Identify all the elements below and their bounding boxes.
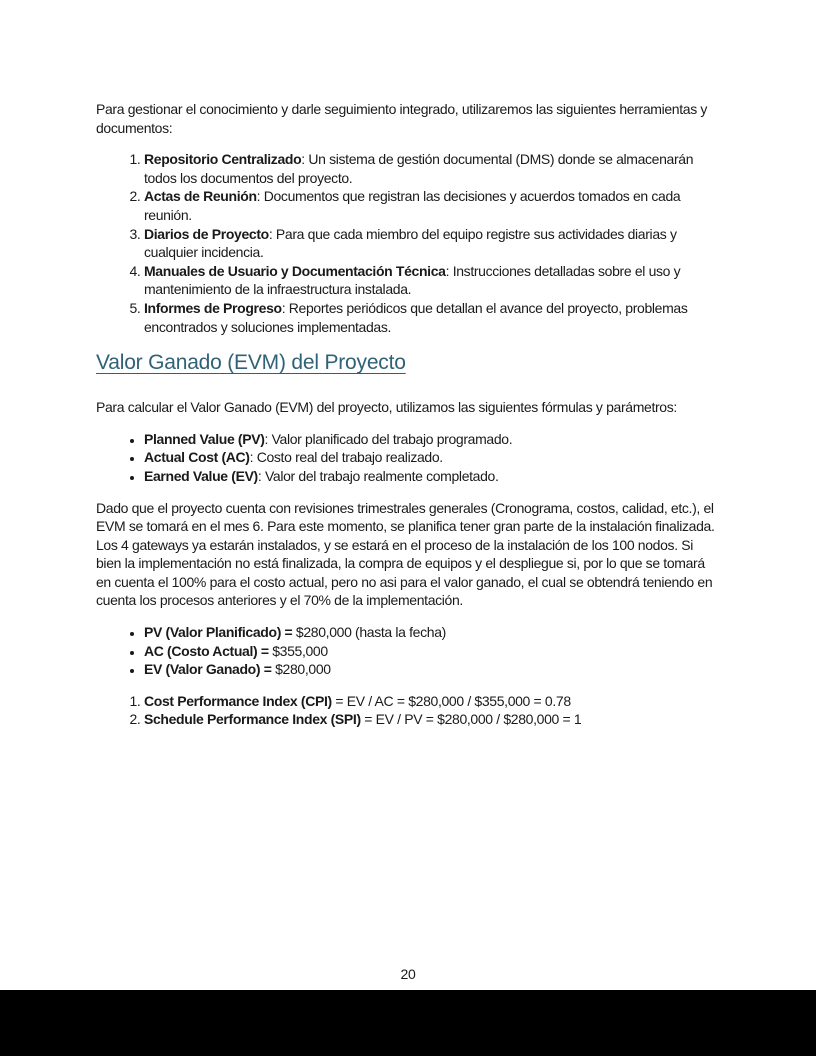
evm-values-list bbox=[96, 623, 720, 679]
list-item: 1. Cost Performance Index (CPI) = EV / AC = $280,000 / $355,000 = 0.78 bbox=[144, 692, 720, 711]
list-item: • PV (Valor Planificado) = $280,000 (hasta la fecha) bbox=[144, 623, 720, 642]
viewer-bottom-bar bbox=[0, 990, 816, 1056]
page-number: 20 bbox=[400, 966, 416, 982]
list-item: • Planned Value (PV): Valor planificado del trabajo programado. bbox=[144, 430, 720, 449]
list-item: 5. Informes de Progreso: Reportes periódicos que detallan el avance del proyecto, problemas encontrados y soluciones implementadas. bbox=[144, 299, 720, 336]
list-item: 3. Diarios de Proyecto: Para que cada miembro del equipo registre sus actividades diarias y cualquier incidencia. bbox=[144, 225, 720, 262]
section-heading-valor-ganado: Valor Ganado (EVM) del Proyecto bbox=[96, 351, 406, 375]
list-item: 2. Actas de Reunión: Documentos que registran las decisiones y acuerdos tomados en cada reunión. bbox=[144, 187, 720, 224]
list-item: 1. Repositorio Centralizado: Un sistema de gestión documental (DMS) donde se almacenarán todos los documentos del proyecto. bbox=[144, 150, 720, 187]
list-item: • Actual Cost (AC): Costo real del trabajo realizado. bbox=[144, 448, 720, 467]
tools-list bbox=[96, 150, 720, 336]
list-item: 2. Schedule Performance Index (SPI) = EV / PV = $280,000 / $280,000 = 1 bbox=[144, 710, 720, 729]
document-body bbox=[96, 100, 720, 742]
list-item: 4. Manuales de Usuario y Documentación Técnica: Instrucciones detalladas sobre el uso y mantenimiento de la infraestructura instalada. bbox=[144, 262, 720, 299]
evm-indices-list bbox=[96, 692, 720, 729]
list-item: • AC (Costo Actual) = $355,000 bbox=[144, 642, 720, 661]
intro-paragraph: Para gestionar el conocimiento y darle seguimiento integrado, utilizaremos las siguientes herramientas y documentos: bbox=[96, 101, 708, 136]
evm-terms-list bbox=[96, 430, 720, 486]
evm-context-paragraph: Dado que el proyecto cuenta con revisiones trimestrales generales (Cronograma, costos, calidad, etc.), el EVM se tomará en el mes 6. Para este momento, se planifica tener gran parte de la instalación finalizada. Los 4 gateways ya estarán instalados, y se estará en el proceso de la instalación de los 100 nodos. Si bien la implementación no está finalizada, la compra de equipos y el despliegue si, por lo que se tomará en cuenta el 100% para el costo actual, pero no asi para el valor ganado, el cual se obtendrá teniendo en cuenta los procesos anteriores y el 70% de la implementación. bbox=[96, 499, 715, 609]
evm-intro-paragraph: Para calcular el Valor Ganado (EVM) del proyecto, utilizamos las siguientes fórmulas y parámetros: bbox=[96, 399, 677, 416]
list-item: • Earned Value (EV): Valor del trabajo realmente completado. bbox=[144, 467, 720, 486]
list-item: • EV (Valor Ganado) = $280,000 bbox=[144, 660, 720, 679]
